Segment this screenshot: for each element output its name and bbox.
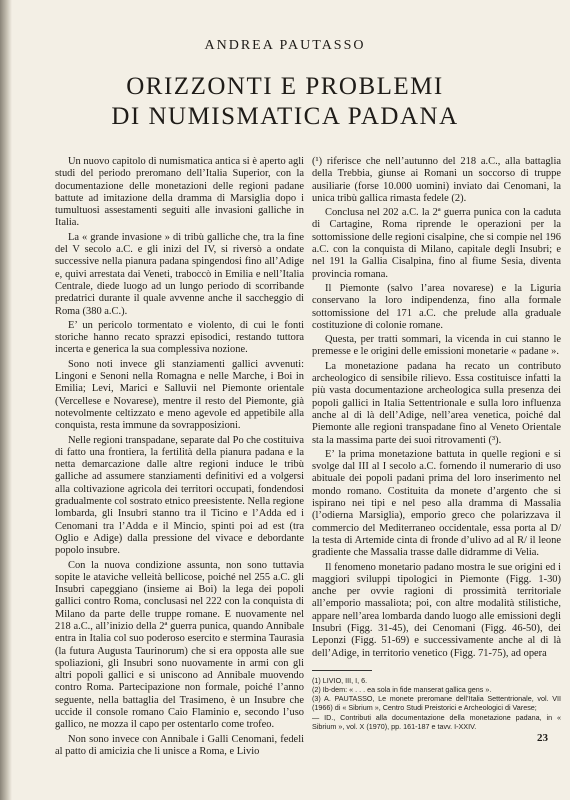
footnote-divider xyxy=(312,670,372,671)
footnote: (1) LIVIO, III, I, 6. xyxy=(312,675,368,685)
article-author: ANDREA PAUTASSO xyxy=(204,38,366,53)
article-title xyxy=(0,72,570,132)
paragraph: Con la nuova condizione assunta, non sono tuttavia sopite le ataviche velleità bellicose, poiché nel 255 a.C. gli Insubri capeggiano (insieme ai Boi) la lega dei popoli gallici contro Roma, conclusasi nel 222 con la conquista di Milano da parte delle truppe romane. E nuovamente nel 218 a.C., all’inizio della 2ª guerra punica, quando Annibale entra in Italia col suo poderoso esercito e stermina Taurasia (la futura Augusta Taurinorum) che si era opposta alle sue spoliazioni, gli Insubri sono nuovamente in armi con gli altri popoli gallici e si uniscono ad Annibale muovendo contro Roma. Partecipazione non formale, poiché l’anno seguente, nella battaglia del Trasimeno, è un Insubre che uccide il console romano Caio Flaminio e, secondo l’uso gallico, ne mozza il capo per ostentarlo come trofeo. xyxy=(55,559,304,731)
paragraph: Sono noti invece gli stanziamenti gallici avvenuti: Lingoni e Senoni nella Romagna e nelle Marche, i Boi in Emilia; Levi, Marici e Salluvii nel Piemonte orientale (Vercellese e Novarese), mentre il resto del Piemonte, già notevolmente celtizzato e meno agevole ed appetibile alla conquista, resta immune da sovrapposizioni. xyxy=(55,358,304,432)
paragraph: (¹) riferisce che nell’autunno del 218 a.C., alla battaglia della Trebbia, giunse ai Romani un soccorso di truppe ausiliarie (forse 10.000 uomini) inviato dai Cenomani, la unica tribù gallica rimasta fedele (2). xyxy=(312,156,561,204)
paragraph: Nelle regioni transpadane, separate dal Po che costituiva di fatto una frontiera, la fertilità della pianura padana e la netta demarcazione dalle altre regioni induce le tribù galliche ad assumere stanziamenti definitivi ed a volgersi alla coltivazione agricola dei territori occupati, fondendosi gradualmente col sostrato etnico preesistente. Nella regione lombarda, gli Insubri stanno tra il Ticino e l’Adda ed i Cenomani tra l’Adda e il Mincio, spinti poi ad est (tra Oglio e Adige) dalla pressione del vivace e debordante popolo insubre. xyxy=(55,434,304,557)
paragraph: Non sono invece con Annibale i Galli Cenomani, fedeli al patto di amicizia che li unisce a Roma, e Livio xyxy=(55,733,304,757)
paragraph: E’ la prima monetazione battuta in quelle regioni e si svolge dal III al I secolo a.C. fornendo il numerario di uso abituale dei popoli padani prima del loro inserimento nel mondo romano. Costituita da monete d’argento che si ispirano nei tipi e nel peso alla dramma di Massalia (l’odierna Marsiglia), emporio greco che polarizzava il commercio del Mediterraneo occidentale, essa porta al D/ la testa di Artemide cinta di fronde d’ulivo ad al R/ il leone gradiente che Massalia trasse dalle didramme di Velia. xyxy=(312,448,561,559)
right-column xyxy=(312,156,561,731)
paragraph: La « grande invasione » di tribù galliche che, tra la fine del V secolo a.C. e gli inizi del IV, si riversò a ondate successive nella pianura padana spingendosi fino all’Adige e, quivi arrestata dai Veneti, traboccò in Emilia e nell’Italia Centrale, diede luogo ad un lungo periodo di scorribande predatrici durante il quale avvenne anche il saccheggio di Roma (380 a.C.). xyxy=(55,231,304,317)
left-column xyxy=(55,156,304,758)
paragraph: Il Piemonte (salvo l’area novarese) e la Liguria conservano la loro indipendenza, fino alla formale sottomissione del 171 a.C. che prelude alla graduale costituzione di colonie romane. xyxy=(312,282,561,331)
title-line-1: ORIZZONTI E PROBLEMI xyxy=(126,73,444,100)
paragraph: E’ un pericolo tormentato e violento, di cui le fonti storiche hanno recato sprazzi episodici, restando tuttora incerta e generica la sua complessiva nozione. xyxy=(55,319,304,356)
paragraph: La monetazione padana ha recato un contributo archeologico di sensibile rilievo. Essa costituisce infatti la più vasta documentazione archeologica sulla presenza dei popoli gallici in Italia Settentrionale e sulla loro influenza anche al di là dell’Adige, nell’area venetica, poiché dal Piemonte alle regioni transpadane fino al Veneto Orientale sta la massima parte dei suoi ritrovamenti (³). xyxy=(312,360,561,446)
paragraph: Un nuovo capitolo di numismatica antica si è aperto agli studi del periodo preromano dell’Italia Superior, con la documentazione delle monetazioni delle regioni padane battute ad imitazione della dramma di Marsiglia dopo i tumultuosi assestamenti seguiti alle invasioni galliche in Italia. xyxy=(55,156,304,229)
footnote: (2) Ib-dem: « . . . ea sola in fide manserat gallica gens ». xyxy=(312,685,492,695)
footnotes xyxy=(312,676,561,731)
footnote: — ID., Contributi alla documentazione della monetazione padana, in « Sibrium », vol. X (1970), pp. 161-187 e tavv. I-XXIV. xyxy=(312,712,561,731)
footnote: (3) A. PAUTASSO, Le monete preromane dell’Italia Settentrionale, vol. VII (1966) di « Sibrium », Centro Studi Preistorici e Archeologici di Varese; xyxy=(312,694,561,713)
paragraph: Il fenomeno monetario padano mostra le sue origini ed i maggiori sviluppi tipologici in Piemonte (Figg. 1-30) anche per ovvie ragioni di prossimità territoriale all’emporio massaliota; poi, con altre modalità stilistiche, appare nell’area lombarda dando luogo alle emissioni degli Insubri (Figg. 31-45), dei Cenomani (Figg. 46-50), dei Leponzi (Figg. 51-69) e successivamente anche al di là dell’Adige, in territorio venetico (Figg. 71-75), ad opera xyxy=(312,561,561,659)
page-number: 23 xyxy=(537,732,548,744)
title-line-2: DI NUMISMATICA PADANA xyxy=(111,103,459,130)
paragraph: Questa, per tratti sommari, la vicenda in cui stanno le premesse e le origini delle emissioni monetarie « padane ». xyxy=(312,334,561,358)
paragraph: Conclusa nel 202 a.C. la 2ª guerra punica con la caduta di Cartagine, Roma riprende le operazioni per la sottomissione delle regioni cisalpine, che si compie nel 196 a.C. con la conquista di Milano, capitale degli Insubri; e nel 191 la Gallia Cisalpina, fino al fiume Sesia, diventa provincia romana. xyxy=(312,207,561,280)
